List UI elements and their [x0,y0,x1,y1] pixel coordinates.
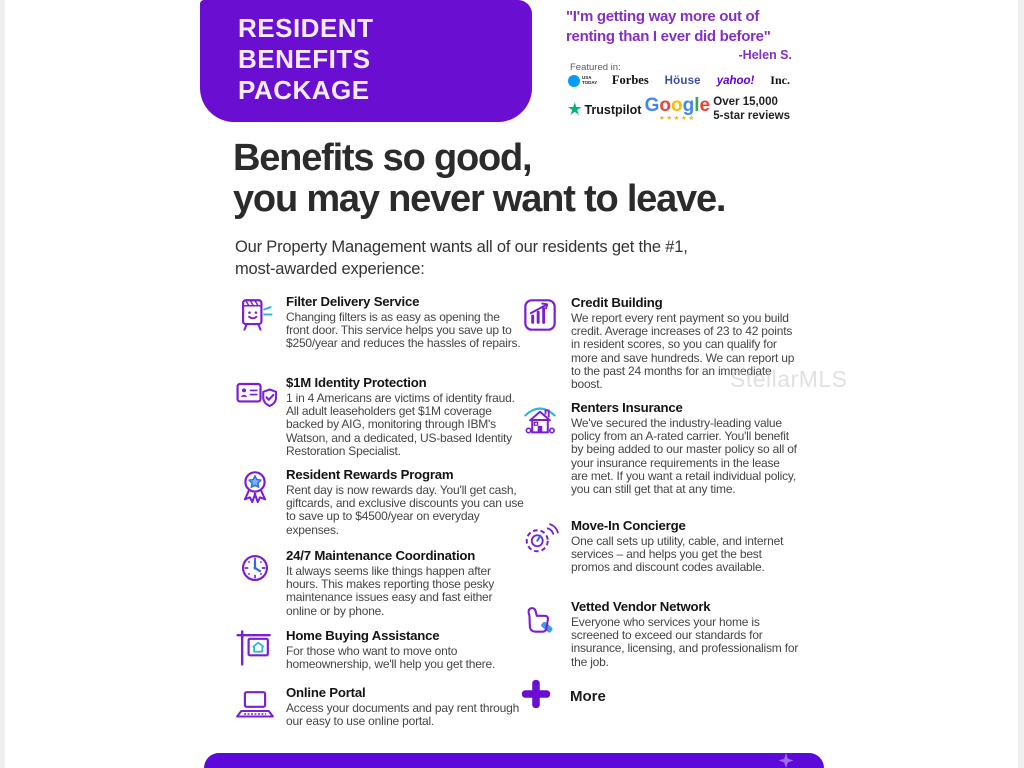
benefit-title: Move-In Concierge [571,518,686,533]
benefit-text [571,597,799,669]
benefit-title: Online Portal [286,685,366,700]
benefit-identity-protection [233,373,524,458]
benefit-move-in-concierge [518,516,799,575]
page-title-line1: Benefits so good, [233,137,532,179]
benefit-title: Home Buying Assistance [286,628,440,643]
bar-chart-arrow-icon [518,293,562,337]
reviews-row [568,96,790,123]
google-letter: o [659,95,671,116]
page-subtitle [235,237,688,280]
page-subtitle-line1: Our Property Management wants all of our residents get the #1, [235,238,688,256]
bottom-accent-bar [204,753,824,768]
plus-icon [520,678,552,715]
id-card-shield-icon [233,373,277,417]
benefit-text [286,546,524,618]
benefit-description: One call sets up utility, cable, and internet services – and helps you get the best promos and discount codes available. [571,534,784,575]
benefit-vetted-vendors [518,597,799,669]
benefit-text [286,465,524,537]
benefit-filter-delivery [233,292,524,351]
package-title-line: RESIDENT [238,13,374,43]
benefit-description: We've secured the industry-leading value policy from an A-rated carrier. You'll benefit by being added to our master policy so all of your insurance requirements in the lease are met. If you want a retail individual policy, you can still get that at any time. [571,416,797,497]
benefit-title: Filter Delivery Service [286,294,420,309]
benefit-description: Changing filters is as easy as opening the front door. This service helps you save up to $250/year and reduces the hassles of repairs. [286,310,521,351]
benefit-description: Everyone who services your home is screened to exceed our standards for insurance, licensing, and professionalism for the job. [571,615,799,669]
google-logo [645,97,710,122]
usa-today-icon [568,75,580,87]
inc-logo: Inc. [770,73,790,87]
benefit-online-portal [233,683,524,728]
more-label: More [570,688,606,705]
trustpilot-star-icon: ★ [568,101,582,118]
benefit-title: 24/7 Maintenance Coordination [286,548,476,563]
usa-today-label: USA TODAY [582,75,598,85]
benefit-text [286,626,524,671]
house-sign-icon [233,626,277,670]
more-benefits [520,678,606,715]
benefit-text [571,516,799,575]
benefit-renters-insurance [518,398,799,496]
photo-edge-left [0,0,5,768]
trustpilot-label: Trustpilot [584,102,642,117]
benefit-description: We report every rent payment so you build credit. Average increases of 23 to 42 points in resident scores, so you can qualify for more and save hundreds. We can report up to the past 24 months for an immediate boost. [571,311,795,392]
benefit-resident-rewards [233,465,524,537]
benefit-text [286,292,524,351]
google-letter: l [694,95,700,116]
review-count [713,96,790,123]
award-medal-icon [233,465,277,509]
google-letter: G [644,95,660,116]
package-title-line: BENEFITS [238,44,371,74]
laptop-icon [233,683,277,727]
thumbs-up-icon [518,597,562,641]
clock-icon [233,546,277,590]
filter-box-character-icon [233,292,277,336]
page-title-line2: you may never want to leave. [233,178,726,220]
featured-in-label: Featured in: [570,62,621,73]
google-stars-icon: ★★★★★ [659,115,696,122]
forbes-logo: Forbes [611,73,649,87]
dial-signal-icon [518,516,562,560]
review-count-line1: Over 15,000 [713,96,778,108]
sparkle-icon [778,753,794,768]
benefit-text [571,398,799,496]
benefit-maintenance [233,546,524,618]
benefit-home-buying [233,626,524,671]
benefit-description: Rent day is now rewards day. You'll get cash, giftcards, and exclusive discounts you can use to save up to $4500/year on everyday expenses. [286,483,524,537]
benefit-text [286,373,524,458]
watermark: StellarMLS [730,366,848,392]
benefit-title: $1M Identity Protection [286,375,427,390]
google-letter: g [682,95,695,116]
benefit-description: For those who want to move onto homeownership, we'll help you get there. [286,644,496,672]
testimonial-quote: "I'm getting way more out of renting than I ever did before" [566,8,771,45]
benefit-description: 1 in 4 Americans are victims of identity fraud. All adult leaseholders get $1M coverage backed by AIG, monitoring through IBM's Watson, and a dedicated, US-based Identity Restoration Specialist. [286,391,515,458]
page-subtitle-line2: most-awarded experience: [235,259,425,278]
benefit-description: It always seems like things happen after hours. This makes reporting those pesky maintenance issues easy and fast either online or by phone. [286,564,495,618]
testimonial-attribution: -Helen S. [738,48,792,62]
featured-logos-row [568,73,790,88]
yahoo-logo: yahoo! [716,74,755,87]
package-title-box [200,0,532,122]
house-logo: Höuse [664,74,701,87]
page-title [233,138,725,220]
google-letter: e [699,95,711,116]
benefit-title: Credit Building [571,295,663,310]
benefit-title: Vetted Vendor Network [571,599,711,614]
google-letter: o [671,95,683,116]
photo-edge-right [1018,0,1024,768]
package-title-line: PACKAGE [238,75,370,105]
house-rainbow-icon [518,398,562,442]
usa-today-logo [568,75,596,87]
benefit-title: Resident Rewards Program [286,467,454,482]
benefit-text [286,683,524,728]
benefit-title: Renters Insurance [571,400,683,415]
benefit-description: Access your documents and pay rent through our easy to use online portal. [286,701,520,729]
trustpilot-logo [568,102,641,117]
review-count-line2: 5-star reviews [713,109,790,122]
